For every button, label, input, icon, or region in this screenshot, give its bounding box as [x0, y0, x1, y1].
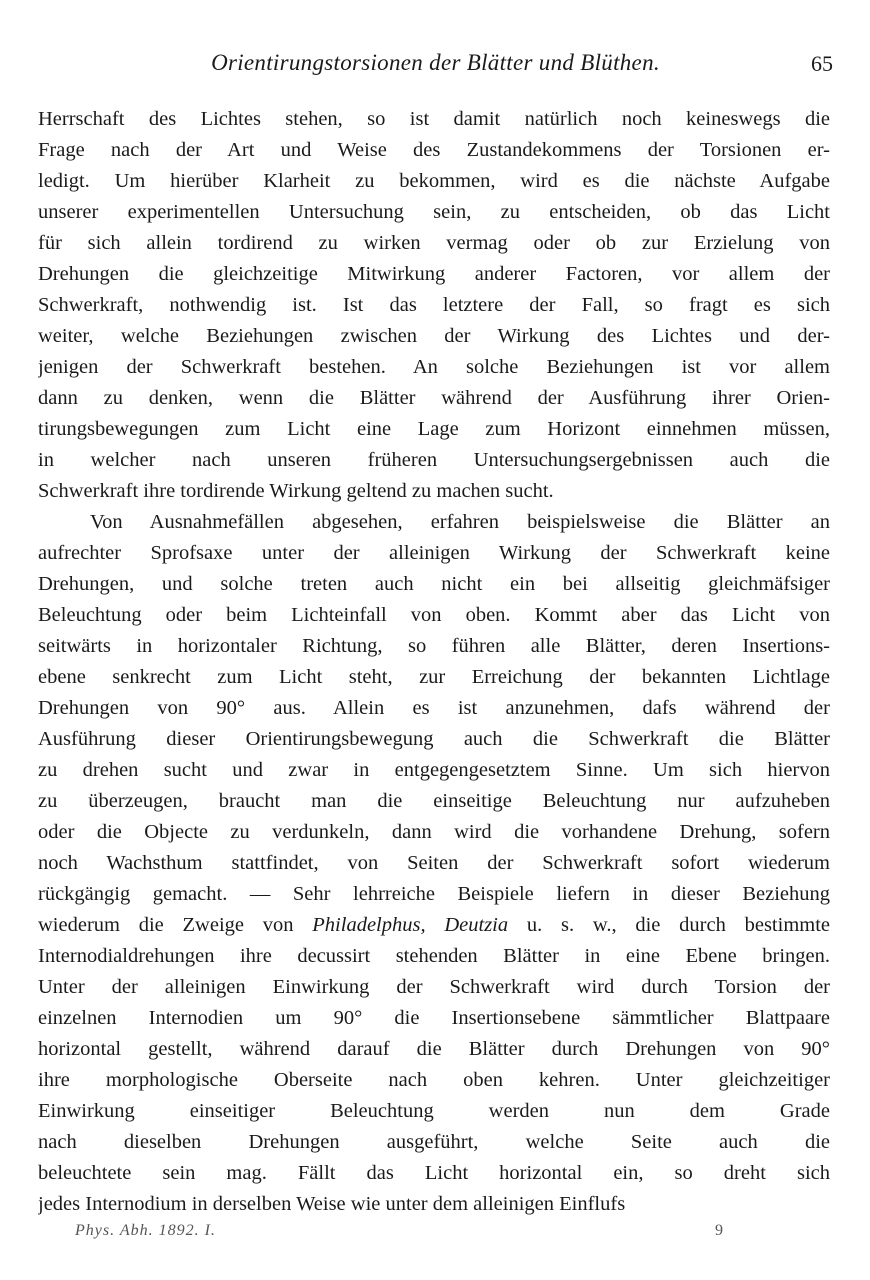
page-number: 65 — [811, 51, 833, 76]
text-line: jenigen der Schwerkraft bestehen. An solche Beziehungen ist vor allem — [38, 356, 830, 378]
text-line: Drehungen, und solche treten auch nicht ein bei allseitig gleichmäfsiger — [38, 573, 830, 595]
text-line: Einwirkung einseitiger Beleuchtung werden nun dem Grade — [38, 1100, 830, 1122]
running-header — [38, 50, 833, 84]
text-line: Drehungen von 90° aus. Allein es ist anzunehmen, dafs während der — [38, 697, 830, 719]
text-line: Ausführung dieser Orientirungsbewegung auch die Schwerkraft die Blätter — [38, 728, 830, 750]
body-text — [38, 104, 830, 1220]
text-line: dann zu denken, wenn die Blätter während der Ausführung ihrer Orien- — [38, 387, 830, 409]
text-line: in welcher nach unseren früheren Untersuchungsergebnissen auch die — [38, 449, 830, 471]
text-line: jedes Internodium in derselben Weise wie unter dem alleinigen Einflufs — [38, 1193, 626, 1215]
text-line: Schwerkraft, nothwendig ist. Ist das letztere der Fall, so fragt es sich — [38, 294, 830, 316]
text-line: nach dieselben Drehungen ausgeführt, welche Seite auch die — [38, 1131, 830, 1153]
text-line: unserer experimentellen Untersuchung sein, zu entscheiden, ob das Licht — [38, 201, 830, 223]
page-footer — [75, 1222, 735, 1248]
text-line: einzelnen Internodien um 90° die Insertionsebene sämmtlicher Blattpaare — [38, 1007, 830, 1029]
text-line: Herrschaft des Lichtes stehen, so ist damit natürlich noch keineswegs die — [38, 108, 830, 130]
text-line: Internodialdrehungen ihre decussirt stehenden Blätter in eine Ebene bringen. — [38, 945, 830, 967]
text-line: Beleuchtung oder beim Lichteinfall von oben. Kommt aber das Licht von — [38, 604, 830, 626]
text-line: tirungsbewegungen zum Licht eine Lage zum Horizont einnehmen müssen, — [38, 418, 830, 440]
text-line: rückgängig gemacht. — Sehr lehrreiche Beispiele liefern in dieser Beziehung — [38, 883, 830, 905]
text-line: zu überzeugen, braucht man die einseitige Beleuchtung nur aufzuheben — [38, 790, 830, 812]
running-title: Orientirungstorsionen der Blätter und Blüthen. — [211, 50, 660, 75]
text-line: Unter der alleinigen Einwirkung der Schwerkraft wird durch Torsion der — [38, 976, 830, 998]
text-line: ihre morphologische Oberseite nach oben kehren. Unter gleichzeitiger — [38, 1069, 830, 1091]
text-line: ebene senkrecht zum Licht steht, zur Erreichung der bekannten Lichtlage — [38, 666, 830, 688]
text-line: weiter, welche Beziehungen zwischen der Wirkung des Lichtes und der- — [38, 325, 830, 347]
text-line: Drehungen die gleichzeitige Mitwirkung anderer Factoren, vor allem der — [38, 263, 830, 285]
text-line: zu drehen sucht und zwar in entgegengesetztem Sinne. Um sich hiervon — [38, 759, 830, 781]
gathering-number: 9 — [715, 1222, 723, 1239]
text-line: Schwerkraft ihre tordirende Wirkung geltend zu machen sucht. — [38, 480, 554, 502]
taxon-names: Philadelphus, Deutzia — [312, 914, 509, 936]
text-line: seitwärts in horizontaler Richtung, so führen alle Blätter, deren Insertions- — [38, 635, 830, 657]
text-line: oder die Objecte zu verdunkeln, dann wird die vorhandene Drehung, sofern — [38, 821, 830, 843]
text-line: Frage nach der Art und Weise des Zustandekommens der Torsionen er- — [38, 139, 830, 161]
text-line: horizontal gestellt, während darauf die Blätter durch Drehungen von 90° — [38, 1038, 830, 1060]
text-line: für sich allein tordirend zu wirken vermag oder ob zur Erzielung von — [38, 232, 830, 254]
text-line: aufrechter Sprofsaxe unter der alleinigen Wirkung der Schwerkraft keine — [38, 542, 830, 564]
text-line: noch Wachsthum stattfindet, von Seiten der Schwerkraft sofort wiederum — [38, 852, 830, 874]
text-line: Von Ausnahmefällen abgesehen, erfahren beispielsweise die Blätter an — [90, 511, 830, 533]
text-line: beleuchtete sein mag. Fällt das Licht horizontal ein, so dreht sich — [38, 1162, 830, 1184]
text-line: ledigt. Um hierüber Klarheit zu bekommen, wird es die nächste Aufgabe — [38, 170, 830, 192]
signature-mark: Phys. Abh. 1892. I. — [75, 1222, 216, 1239]
text-line: wiederum die Zweige von Philadelphus, Deutzia u. s. w., die durch bestimmte — [38, 914, 830, 936]
